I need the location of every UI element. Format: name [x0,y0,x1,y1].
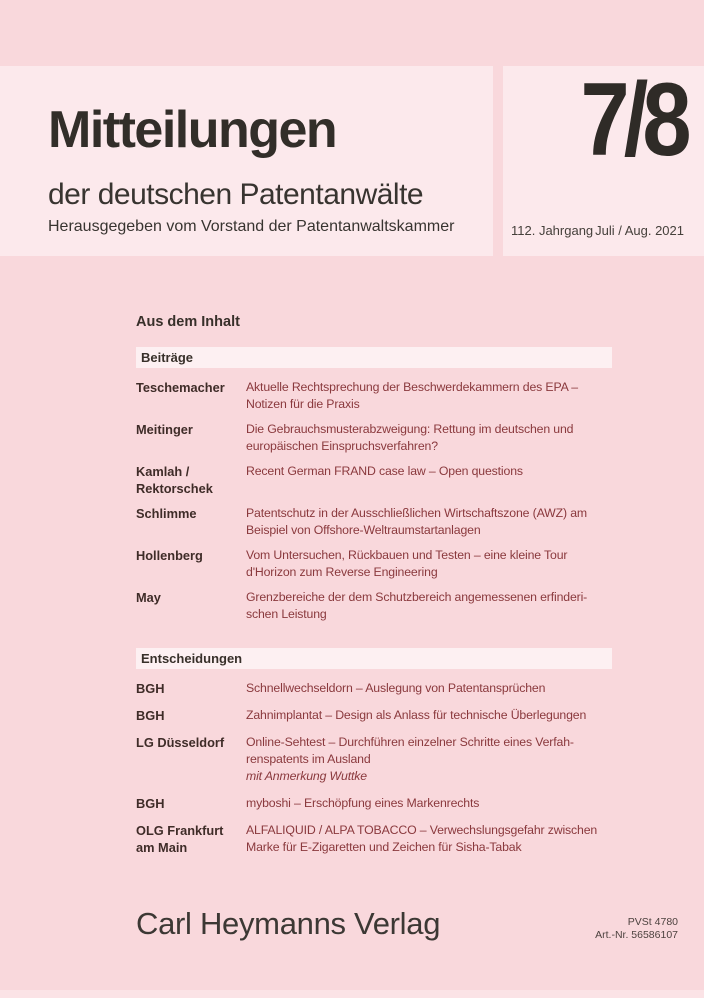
toc-entry-texts [246,795,612,812]
toc-entry-title: Grenzbereiche der dem Schutzbereich angemessenen erfinderi- schen Leistung [246,590,588,621]
section-band [136,347,612,368]
toc-row [136,680,612,697]
toc-entry-texts [246,505,612,539]
toc-entry-texts [246,379,612,413]
toc-entry-title: Aktuelle Rechtsprechung der Beschwerdekammern des EPA – Notizen für die Praxis [246,380,578,411]
toc-author: LG Düsseldorf [136,735,225,750]
section-label: Entscheidungen [141,651,243,666]
toc-author: BGH [136,708,165,723]
toc-author: BGH [136,681,165,696]
publisher-line: Herausgegeben vom Vorstand der Patentanwaltskammer [48,218,455,235]
table-of-contents [136,312,612,866]
toc-entry-texts [246,707,612,724]
toc-entry-title: Patentschutz in der Ausschließlichen Wirtschaftszone (AWZ) am Beispiel von Offshore-Weltraumstartanlagen [246,506,587,537]
toc-row [136,547,612,581]
toc-entry-texts [246,680,612,697]
toc-row [136,822,612,856]
volume-label: 112. Jahrgang [511,223,594,238]
toc-entry-texts [246,589,612,623]
toc-entry-title: Zahnimplantat – Design als Anlass für technische Überlegungen [246,708,587,722]
toc-author: Meitinger [136,422,193,437]
toc-entry-title: Online-Sehtest – Durchführen einzelner Schritte eines Verfah- renspatents im Ausland [246,735,574,766]
article-number: Art.-Nr. 56586107 [595,929,678,941]
toc-entry-title: ALFALIQUID / ALPA TOBACCO – Verwechslungsgefahr zwischen Marke für E-Zigaretten und Zeichen für Sisha-Tabak [246,823,598,854]
toc-author: May [136,590,161,605]
toc-entry-texts [246,547,612,581]
toc-entry-title: Schnellwechseldorn – Auslegung von Patentansprüchen [246,681,546,695]
journal-title: Mitteilungen [48,101,337,159]
toc-sections [136,347,612,856]
toc-row [136,379,612,413]
toc-entry-texts [246,463,612,497]
toc-entry-texts [246,822,612,856]
section-label: Beiträge [141,350,194,365]
toc-entry-title: Die Gebrauchsmusterabzweigung: Rettung im deutschen und europäischen Einspruchsverfahren? [246,422,574,453]
toc-author: Hollenberg [136,548,203,563]
issue-panel [503,62,704,256]
toc-row [136,589,612,623]
section-band [136,648,612,669]
toc-entry-texts [246,734,612,785]
toc-row [136,707,612,724]
issue-meta [511,223,684,238]
issue-date: Juli / Aug. 2021 [595,223,684,238]
toc-row [136,795,612,812]
publishing-house: Carl Heymanns Verlag [136,906,441,941]
toc-author: Teschemacher [136,380,225,395]
journal-subtitle: der deutschen Patentanwälte [48,178,424,211]
bottom-edge-strip [0,990,704,998]
issue-number: 7/8 [580,62,686,178]
toc-heading: Aus dem Inhalt [136,314,240,330]
toc-entry-note: mit Anmerkung Wuttke [246,769,367,783]
toc-row [136,505,612,539]
toc-entry-title: myboshi – Erschöpfung eines Markenrechts [246,796,480,810]
postal-id: PVSt 4780 [627,916,678,928]
toc-row [136,734,612,785]
toc-row [136,463,612,497]
toc-author: Kamlah / Rektorschek [136,464,213,496]
masthead-panel [0,66,493,256]
toc-entry-title: Vom Untersuchen, Rückbauen und Testen – eine kleine Tour d'Horizon zum Reverse Engineering [246,548,568,579]
toc-entry-title: Recent German FRAND case law – Open questions [246,464,523,478]
footer-identifiers [595,916,678,942]
toc-author: Schlimme [136,506,197,521]
toc-author: BGH [136,796,165,811]
toc-section [136,347,612,623]
toc-section [136,648,612,856]
toc-entry-texts [246,421,612,455]
toc-row [136,421,612,455]
toc-author: OLG Frankfurt am Main [136,823,224,855]
